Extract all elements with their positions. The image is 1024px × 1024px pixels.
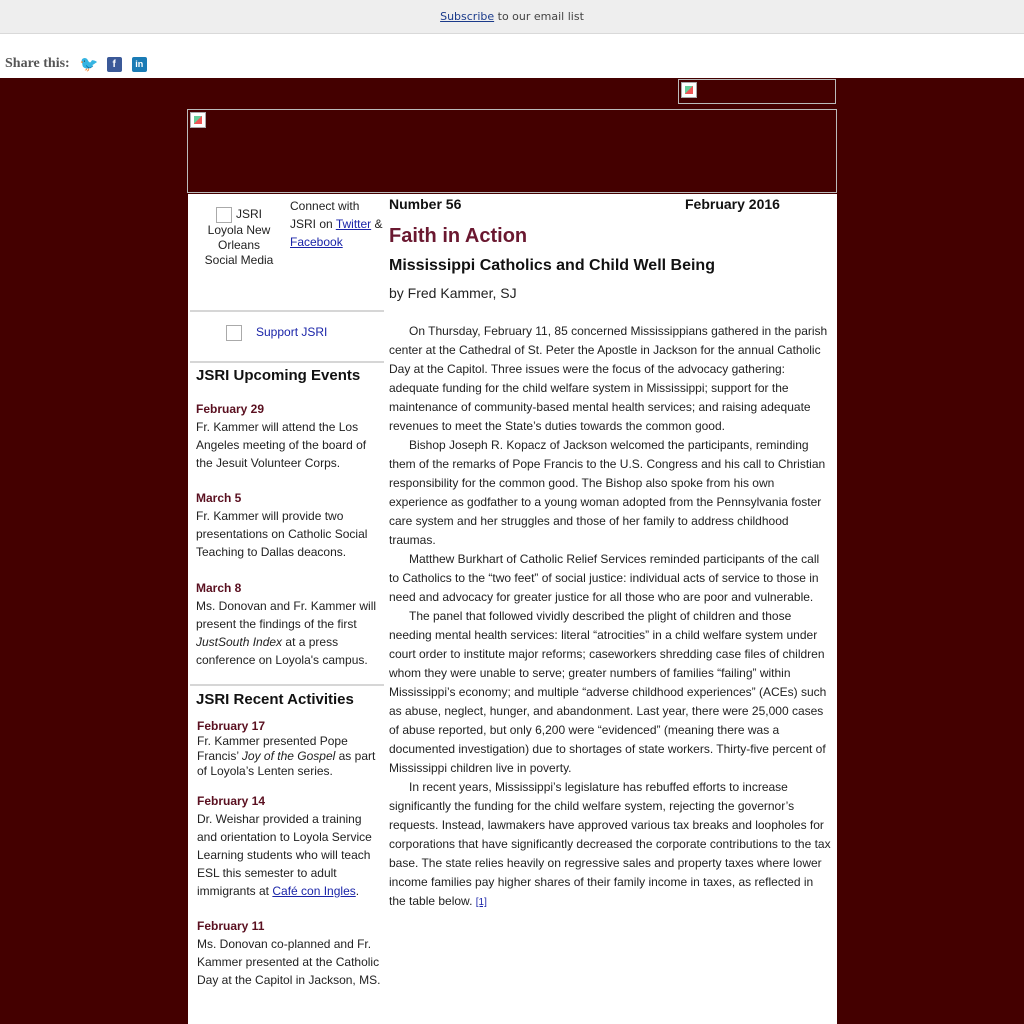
- footnote-link[interactable]: [1]: [475, 897, 487, 908]
- activity-date: February 14: [197, 794, 266, 808]
- divider: [190, 684, 384, 686]
- twitter-link[interactable]: Twitter: [335, 217, 372, 231]
- event-text: Fr. Kammer will provide two presentations on Catholic Social Teaching to Dallas deacons.: [196, 509, 368, 559]
- activity-item: [197, 917, 382, 989]
- share-label: Share this:: [5, 56, 70, 71]
- event-item: March 8 Ms. Donovan and Fr. Kammer will present the findings of the first JustSouth Index at a press conference on Loyola's campus.: [196, 579, 381, 669]
- broken-image-icon: [226, 325, 242, 341]
- paragraph: Bishop Joseph R. Kopacz of Jackson welcomed the participants, reminding them of the remarks of Pope Francis to the U.S. Congress and his call to Christian responsibility for the common good. The Bishop also spoke from his own experience as godfather to a young woman adopted from the Pennsylvania foster care system and her struggles and those of her family to address childhood traumas.: [389, 438, 826, 547]
- event-date: March 8: [196, 581, 242, 595]
- support-jsri-link[interactable]: Support JSRI: [226, 325, 327, 341]
- social-media-image[interactable]: JSRI Loyola New Orleans Social Media: [204, 207, 274, 267]
- subscribe-bar: [0, 0, 1024, 34]
- article-body: [389, 322, 831, 912]
- twitter-icon[interactable]: 🐦: [79, 56, 99, 73]
- event-text: Fr. Kammer will attend the Los Angeles meeting of the board of the Jesuit Volunteer Corps.: [196, 420, 367, 470]
- connect-text: Connect with JSRI on Twitter & Facebook: [290, 199, 383, 249]
- facebook-link[interactable]: Facebook: [290, 235, 343, 249]
- event-item: [196, 489, 381, 561]
- event-date: March 5: [196, 491, 242, 505]
- activity-date: February 17: [197, 719, 266, 733]
- activity-item: February 17 Fr. Kammer presented Pope Francis’ Joy of the Gospel as part of Loyola’s Lenten series.: [197, 719, 382, 779]
- divider: [190, 361, 384, 363]
- activity-text: Ms. Donovan co-planned and Fr. Kammer presented at the Catholic Day at the Capitol in Jackson, MS.: [197, 937, 381, 987]
- header-logo-image: [678, 79, 836, 104]
- byline: by Fred Kammer, SJ: [389, 285, 517, 301]
- activities-heading: JSRI Recent Activities: [196, 691, 354, 708]
- facebook-icon[interactable]: f: [107, 57, 122, 72]
- issue-number: Number 56: [389, 196, 462, 212]
- activity-item: February 14 Dr. Weishar provided a training and orientation to Loyola Service Learning students who will teach ESL this semester to adult immigrants at Café con Ingles.: [197, 792, 382, 900]
- paragraph: The panel that followed vividly described the plight of children and those needing mental health services: literal “atrocities” in a child welfare system under court order to institute major reforms; caseworkers shredding case files of children whom they were unable to serve; greater numbers of families “failing” within Mississippi’s economy; and multiple “adverse childhood experiences” (ACEs) such as abuse, neglect, hunger, and abandonment. Last year, there were 25,000 cases of abuse reported, but only 6,200 were “evidenced” (meaning there was a documented investigation) due to shortages of state workers. Thirty-five percent of Mississippi children live in poverty.: [389, 609, 827, 775]
- subscribe-link[interactable]: Subscribe: [440, 10, 495, 23]
- paragraph: In recent years, Mississippi’s legislature has rebuffed efforts to increase significantly the funding for the child welfare system, rejecting the governor’s requests. Instead, lawmakers have approved various tax breaks and loopholes for corporations that have significantly decreased the corporate contributions to the tax base. The state relies heavily on regressive sales and property taxes where lower income families pay higher shares of their family income in taxes, as reflected in the table below. [1]: [389, 780, 831, 908]
- subscribe-text: to our email list: [494, 10, 584, 23]
- activity-date: February 11: [197, 919, 265, 933]
- event-date: February 29: [196, 402, 265, 416]
- broken-image-icon: [190, 112, 206, 128]
- linkedin-icon[interactable]: in: [132, 57, 147, 72]
- event-item: [196, 400, 381, 472]
- header-banner-image: [187, 109, 837, 193]
- paragraph: Matthew Burkhart of Catholic Relief Services reminded participants of the call to Catholics to the “two feet” of social justice: individual acts of service to those in need and advocacy for greater justice for all those who are poor and vulnerable.: [389, 552, 820, 604]
- share-bar: [5, 53, 157, 75]
- paragraph: On Thursday, February 11, 85 concerned Mississippians gathered in the parish center at the Cathedral of St. Peter the Apostle in Jackson for the annual Catholic Day at the Capitol. Three issues were the focus of the advocacy gathering: adequate funding for the child welfare system in Mississippi; support for the maintenance of community-based mental health services; and raising adequate revenues to meet the State’s duties towards the common good.: [389, 324, 828, 433]
- newsletter-content: [188, 194, 837, 1024]
- article-title: Mississippi Catholics and Child Well Being: [389, 257, 715, 274]
- broken-image-icon: [216, 207, 232, 223]
- issue-date: February 2016: [685, 196, 780, 212]
- events-heading: JSRI Upcoming Events: [196, 367, 361, 384]
- broken-image-icon: [681, 82, 697, 98]
- divider: [190, 310, 384, 312]
- cafe-con-ingles-link[interactable]: Café con Ingles: [272, 884, 356, 898]
- section-title: Faith in Action: [389, 225, 528, 247]
